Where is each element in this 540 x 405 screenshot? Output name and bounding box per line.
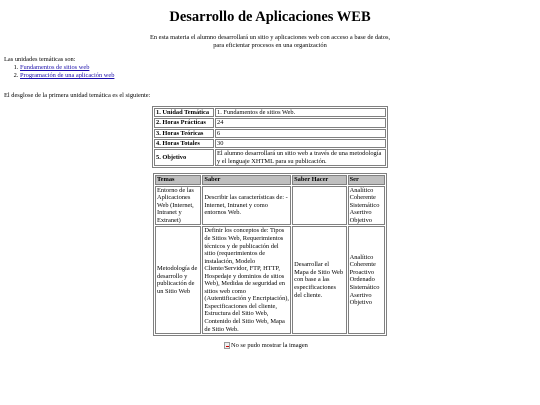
summary-key: 3. Horas Teóricas — [154, 129, 214, 138]
summary-key: 5. Objetivo — [154, 149, 214, 166]
cell-saber-hacer — [292, 186, 346, 226]
summary-value: 30 — [215, 139, 386, 148]
intro-paragraph: En esta materia el alumno desarrollará un sitio y aplicaciones web con acceso a base de datos, para eficientar procesos en una organización — [149, 34, 391, 49]
broken-image — [224, 342, 308, 349]
cell-ser: Analítico Coherente Proactivo Ordenado Sistemático Asertivo Objetivo — [348, 226, 385, 334]
header-temas: Temas — [155, 175, 201, 185]
summary-value: 6 — [215, 129, 386, 138]
summary-key: 1. Unidad Temática — [154, 108, 214, 117]
broken-image-icon — [224, 342, 230, 349]
summary-value: 24 — [215, 118, 386, 127]
summary-key: 2. Horas Prácticas — [154, 118, 214, 127]
unit-link-fundamentos[interactable]: Fundamentos de sitios web — [20, 64, 90, 71]
breakdown-label: El desglose de la primera unidad temática es el siguiente: — [4, 92, 151, 99]
table-header-row — [155, 175, 385, 185]
unit-item-1 — [20, 64, 114, 72]
summary-table — [152, 106, 388, 168]
image-alt-text: No se pudo mostrar la imagen — [231, 342, 308, 349]
table-row — [154, 149, 386, 166]
table-row — [154, 139, 386, 148]
unit-link-programacion[interactable]: Programación de una aplicación web — [20, 72, 115, 79]
cell-tema: Metodología de desarrollo y publicación de un Sitio Web — [155, 226, 201, 334]
table-row — [154, 129, 386, 138]
detail-table — [153, 173, 387, 336]
summary-value: El alumno desarrollará un sitio web a través de una metodología y el lenguaje XHTML para su publicación. — [215, 149, 386, 166]
units-label: Las unidades temáticas son: — [4, 56, 76, 63]
cell-saber-hacer: Desarrollar el Mapa de Sitio Web con base a las especificaciones del cliente. — [292, 226, 346, 334]
table-row — [155, 226, 385, 334]
header-ser: Ser — [348, 175, 385, 185]
units-list — [0, 64, 114, 80]
cell-saber: Definir los conceptos de: Tipos de Sitios Web, Requerimientos técnicos y de publicación del sitio (requerimientos de instalación, Modelo Cliente/Servidor, FTP, HTTP, Hospedaje y dominios de sitios Web), Medidas de seguridad en sitios web como (Autentificación y Encriptación), Especificaciones del cliente, Estructura del Sitio Web, Contenido del Sitio Web, Mapa de Sitio Web. — [202, 226, 291, 334]
page-title: Desarrollo de Aplicaciones WEB — [169, 9, 371, 25]
cell-saber: Describir las características de: -Internet, Intranet y como entornos Web. — [202, 186, 291, 226]
cell-ser: Analítico Coherente Sistemático Asertivo Objetivo — [348, 186, 385, 226]
header-saber: Saber — [202, 175, 291, 185]
table-row — [155, 186, 385, 226]
summary-value: 1. Fundamentos de sitios Web. — [215, 108, 386, 117]
table-row — [154, 118, 386, 127]
unit-item-2 — [20, 72, 114, 80]
header-saber-hacer: Saber Hacer — [292, 175, 346, 185]
cell-tema: Entorno de las Aplicaciones Web (Internet, Intranet y Extranet) — [155, 186, 201, 226]
summary-key: 4. Horas Totales — [154, 139, 214, 148]
table-row — [154, 108, 386, 117]
